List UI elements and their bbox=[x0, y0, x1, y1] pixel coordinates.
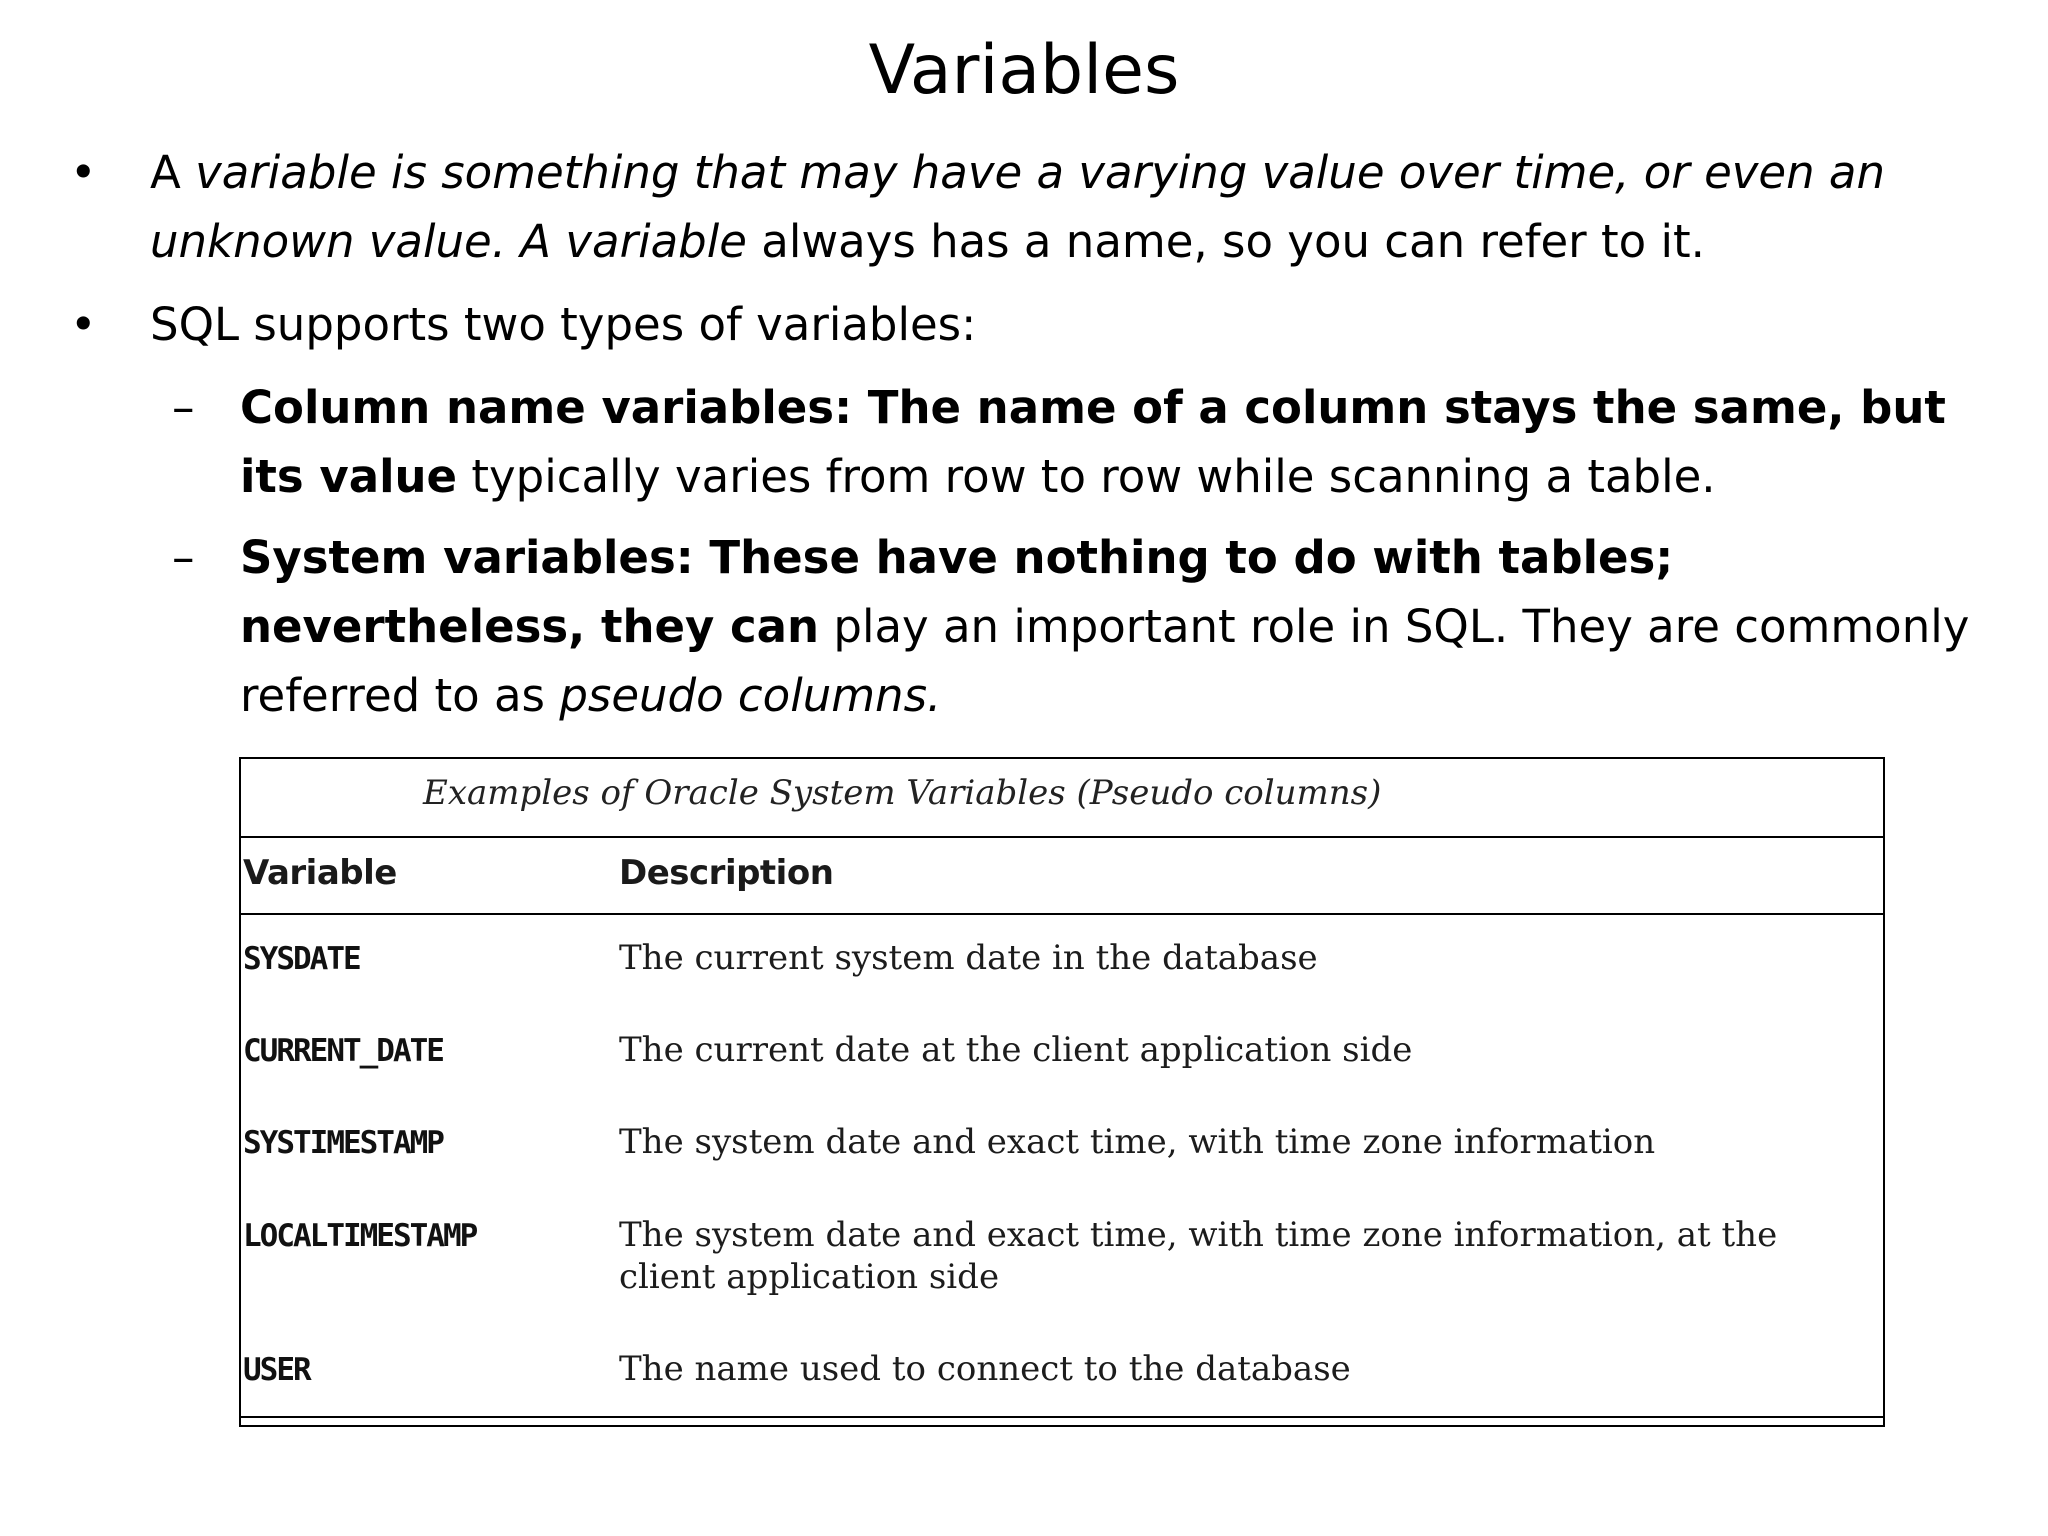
sub-bullet-italic-text: pseudo columns. bbox=[559, 669, 942, 722]
bullet-item-variable-definition bbox=[70, 138, 1990, 276]
table-cell-description: The current date at the client application side bbox=[619, 1030, 1413, 1070]
bullet-list bbox=[70, 138, 1990, 742]
slide-title: Variables bbox=[868, 31, 1180, 110]
table-cell-description: The current system date in the database bbox=[619, 938, 1318, 978]
sub-bullet-text: play an important role in SQL. They are commonly referred to as bbox=[240, 600, 1970, 722]
sub-bullet-column-name-variables bbox=[70, 373, 2000, 511]
table-rule-header bbox=[241, 913, 1883, 915]
system-variables-table bbox=[239, 757, 1885, 1427]
table-rule-top bbox=[241, 836, 1883, 838]
bullet-item-variable-types bbox=[70, 290, 1990, 359]
sub-bullet-bold-text: Column name variables: The name of a column stays the same, but its value bbox=[240, 381, 1946, 503]
table-cell-description: The name used to connect to the database bbox=[619, 1349, 1351, 1389]
sub-bullet-system-variables bbox=[70, 523, 2000, 730]
table-caption: Examples of Oracle System Variables (Pseudo columns) bbox=[423, 773, 1382, 813]
table-cell-variable: SYSTIMESTAMP bbox=[243, 1125, 443, 1161]
table-rule-bottom bbox=[241, 1416, 1883, 1418]
bullet-text-lead: A bbox=[150, 146, 196, 199]
sub-bullet-marker: – bbox=[172, 381, 195, 434]
table-header-description: Description bbox=[619, 853, 834, 893]
bullet-text: SQL supports two types of variables: bbox=[150, 298, 977, 351]
table-cell-variable: CURRENT_DATE bbox=[243, 1033, 443, 1069]
table-header-variable: Variable bbox=[243, 853, 397, 893]
table-cell-description: The system date and exact time, with time zone information, at the client application side bbox=[619, 1215, 1778, 1297]
sub-bullet-marker: – bbox=[172, 531, 195, 584]
table-cell-variable: SYSDATE bbox=[243, 941, 360, 977]
table-cell-variable: USER bbox=[243, 1352, 310, 1388]
sub-bullet-bold-text: System variables: These have nothing to do with tables; nevertheless, they can bbox=[240, 531, 1674, 653]
table-cell-variable: LOCALTIMESTAMP bbox=[243, 1218, 477, 1254]
bullet-marker: • bbox=[70, 298, 97, 351]
bullet-text-tail: always has a name, so you can refer to it. bbox=[746, 215, 1705, 268]
sub-bullet-text: typically varies from row to row while scanning a table. bbox=[457, 450, 1716, 503]
table-cell-description: The system date and exact time, with time zone information bbox=[619, 1122, 1656, 1162]
bullet-marker: • bbox=[70, 146, 97, 199]
bullet-text-italic: variable is something that may have a varying value over time, or even an unknown value. A variable bbox=[150, 146, 1886, 268]
